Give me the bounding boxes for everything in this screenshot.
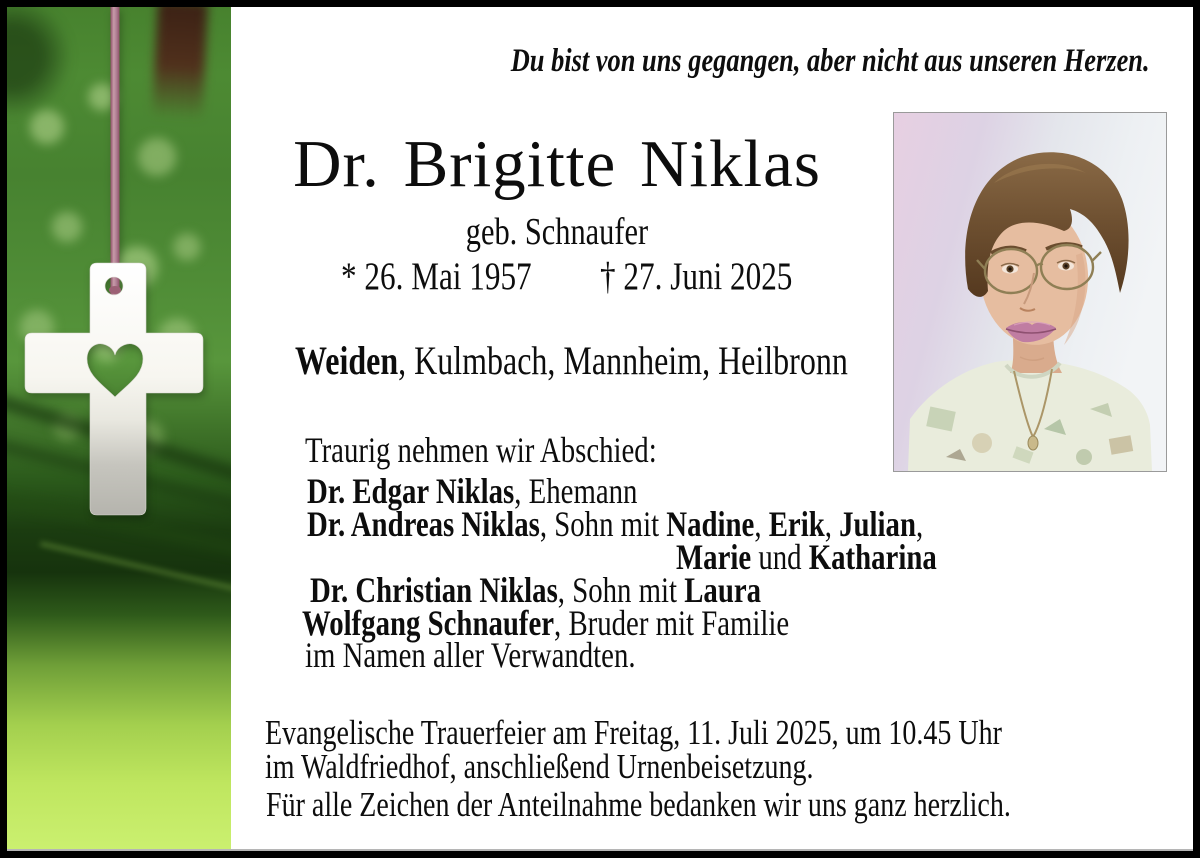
maiden-name: geb. Schnaufer bbox=[465, 211, 649, 253]
service-info-line: im Waldfriedhof, anschließend Urnenbeisetzung. bbox=[265, 747, 814, 786]
obituary-canvas bbox=[7, 7, 1193, 851]
deceased-name: Dr. Brigitte Niklas bbox=[293, 127, 821, 201]
mourner-line: Dr. Christian Niklas, Sohn mit Laura bbox=[310, 570, 762, 610]
mourner-line: im Namen aller Verwandten. bbox=[305, 635, 636, 675]
pendant bbox=[1028, 436, 1038, 450]
birth-date: * 26. Mai 1957 bbox=[341, 255, 532, 298]
service-info-line: Evangelische Trauerfeier am Freitag, 11. Juli 2025, um 10.45 Uhr bbox=[265, 713, 1002, 752]
mourner-line: Wolfgang Schnaufer, Bruder mit Familie bbox=[302, 603, 790, 643]
memorial-quote: Du bist von uns gegangen, aber nicht aus unseren Herzen. bbox=[511, 43, 1150, 79]
portrait-photo bbox=[893, 112, 1167, 472]
death-date: † 27. Juni 2025 bbox=[600, 255, 793, 298]
cross-with-heart-icon bbox=[7, 7, 231, 851]
mourner-line: Dr. Andreas Niklas, Sohn mit Nadine, Erik, Julian, bbox=[307, 504, 924, 544]
pine-branches-photo bbox=[7, 7, 231, 851]
mourner-line: Dr. Edgar Niklas, Ehemann bbox=[307, 471, 638, 511]
farewell-intro: Traurig nehmen wir Abschied: bbox=[305, 430, 657, 470]
mourner-line: Marie und Katharina bbox=[676, 537, 937, 577]
thanks-line: Für alle Zeichen der Anteilnahme bedanken wir uns ganz herzlich. bbox=[266, 785, 1011, 824]
cord bbox=[111, 7, 120, 295]
places-line: Weiden, Kulmbach, Mannheim, Heilbronn bbox=[295, 338, 848, 383]
